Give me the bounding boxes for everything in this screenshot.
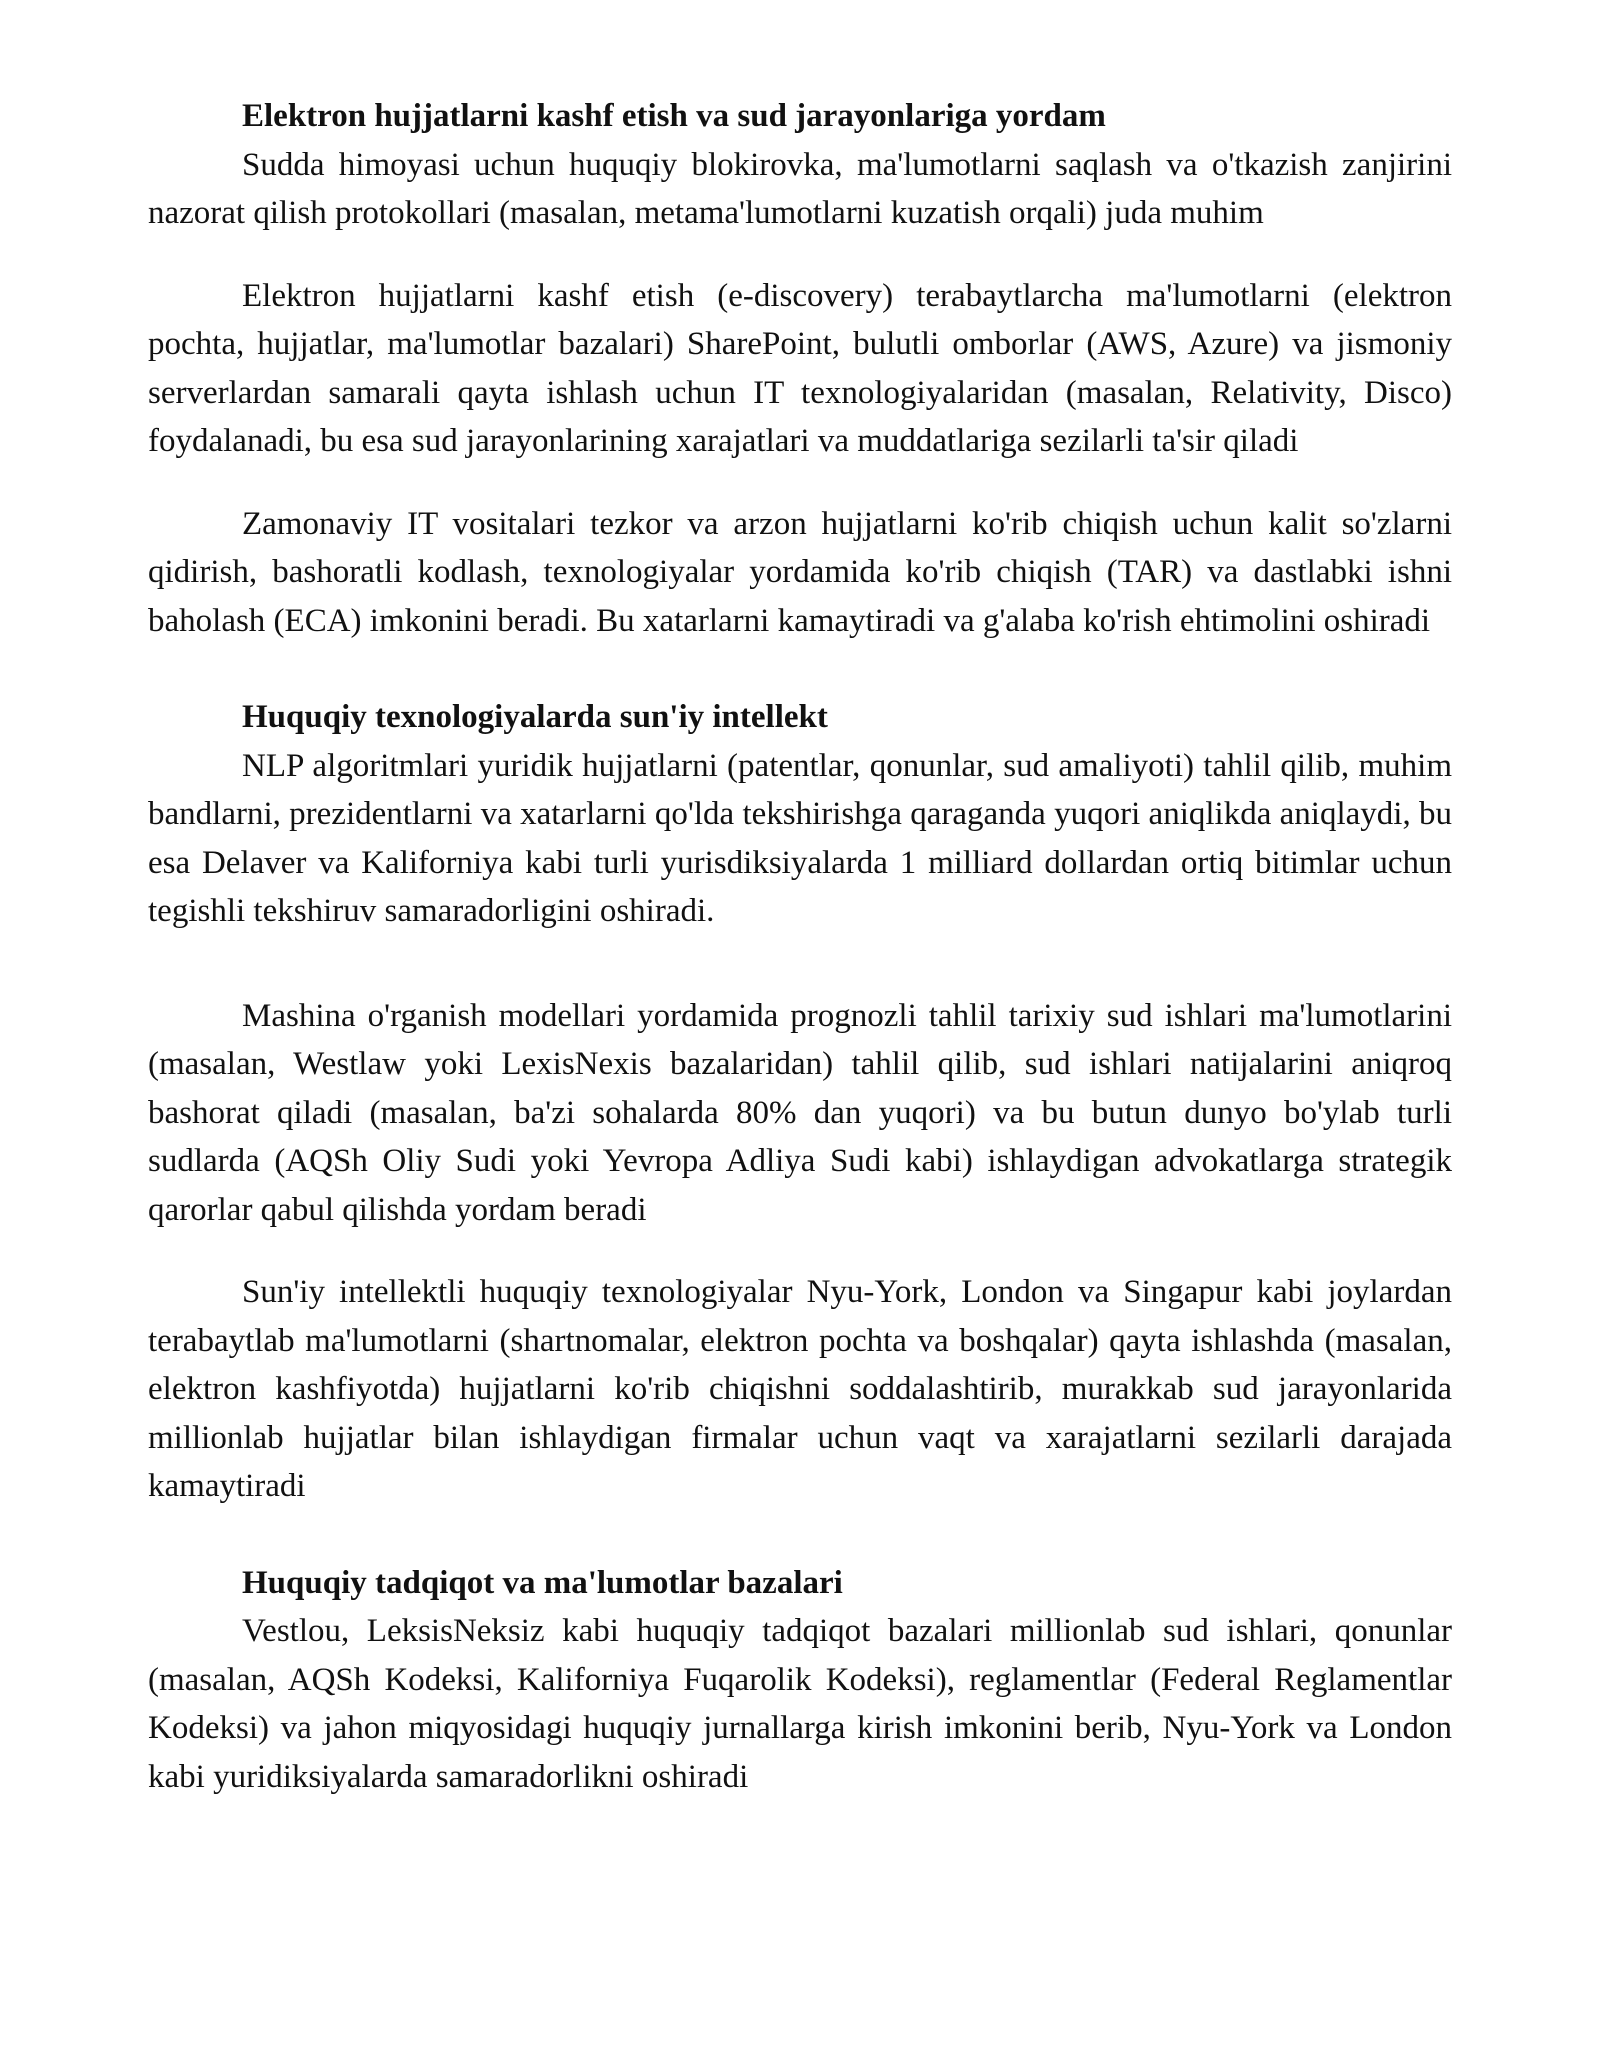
paragraph: Zamonaviy IT vositalari tezkor va arzon hujjatlarni ko'rib chiqish uchun kalit so'zlarni qidirish, bashoratli kodlash, texnologiyalar yordamida ko'rib chiqish (TAR) va dastlabki ishni baholash (ECA) imkonini beradi. Bu xatarlarni kamaytiradi va g'alaba ko'rish ehtimolini oshiradi — [148, 505, 1452, 639]
paragraph: Sun'iy intellektli huquqiy texnologiyalar Nyu-York, London va Singapur kabi joylardan terabaytlab ma'lumotlarni (shartnomalar, elektron pochta va boshqalar) qayta ishlashda (masalan, elektron kashfiyotda) hujjatlarni ko'rib chiqishni soddalashtirib, murakkab sud jarayonlarida millionlab hujjatlar bilan ishlaydigan firmalar uchun vaqt va xarajatlarni sezilarli darajada kamaytiradi — [148, 1274, 1452, 1504]
paragraph: Vestlou, LeksisNeksiz kabi huquqiy tadqiqot bazalari millionlab sud ishlari, qonunlar (masalan, AQSh Kodeksi, Kaliforniya Fuqarolik Kodeksi), reglamentlar (Federal Reglamentlar Kodeksi) va jahon miqyosidagi huquqiy jurnallarga kirish imkonini berib, Nyu-York va London kabi yuridiksiyalarda samaradorlikni oshiradi — [148, 1613, 1452, 1795]
document-page — [148, 92, 1452, 1801]
paragraph: NLP algoritmlari yuridik hujjatlarni (patentlar, qonunlar, sud amaliyoti) tahlil qilib, muhim bandlarni, prezidentlarni va xatarlarni qo'lda tekshirishga qaraganda yuqori aniqlikda aniqlaydi, bu esa Delaver va Kaliforniya kabi turli yurisdiksiyalarda 1 milliard dollardan ortiq bitimlar uchun tegishli tekshiruv samaradorligini oshiradi. — [148, 747, 1452, 929]
paragraph: Sudda himoyasi uchun huquqiy blokirovka, ma'lumotlarni saqlash va o'tkazish zanjirini nazorat qilish protokollari (masalan, metama'lumotlarni kuzatish orqali) juda muhim — [148, 146, 1452, 231]
section-heading: Huquqiy tadqiqot va ma'lumotlar bazalari — [242, 1564, 843, 1601]
paragraph: Elektron hujjatlarni kashf etish (e-discovery) terabaytlarcha ma'lumotlarni (elektron pochta, hujjatlar, ma'lumotlar bazalari) SharePoint, bulutli omborlar (AWS, Azure) va jismoniy serverlardan samarali qayta ishlash uchun IT texnologiyalaridan (masalan, Relativity, Disco) foydalanadi, bu esa sud jarayonlarining xarajatlari va muddatlariga sezilarli ta'sir qiladi — [148, 277, 1452, 459]
section-heading: Huquqiy texnologiyalarda sun'iy intellekt — [242, 699, 828, 735]
section-heading: Elektron hujjatlarni kashf etish va sud jarayonlariga yordam — [242, 98, 1106, 134]
paragraph: Mashina o'rganish modellari yordamida prognozli tahlil tarixiy sud ishlari ma'lumotlarini (masalan, Westlaw yoki LexisNexis bazalaridan) tahlil qilib, sud ishlari natijalarini aniqroq bashorat qiladi (masalan, ba'zi sohalarda 80% dan yuqori) va bu butun dunyo bo'ylab turli sudlarda (AQSh Oliy Sudi yoki Yevropa Adliya Sudi kabi) ishlaydigan advokatlarga strategik qarorlar qabul qilishda yordam beradi — [148, 997, 1452, 1228]
